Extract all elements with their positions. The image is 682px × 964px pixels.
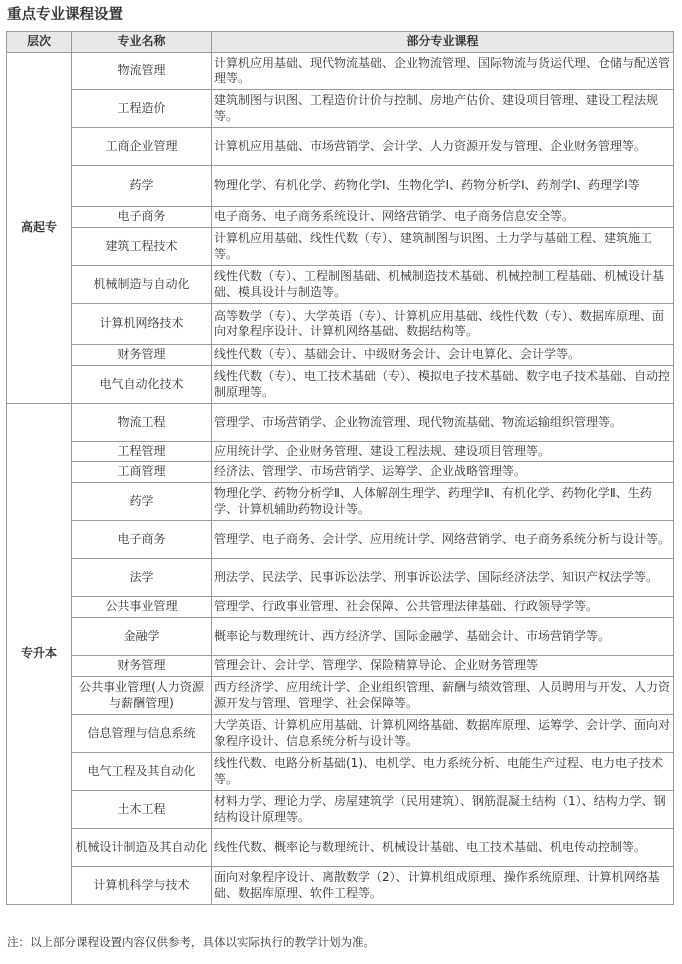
major-name-cell: 机械制造与自动化 bbox=[72, 266, 212, 304]
table-row bbox=[7, 791, 674, 829]
major-name-cell: 物流工程 bbox=[72, 404, 212, 442]
table-row bbox=[7, 207, 674, 228]
table-row bbox=[7, 753, 674, 791]
courses-cell: 物理化学、药物分析学Ⅱ、人体解剖生理学、药理学Ⅱ、有机化学、药物化学Ⅱ、生药学、计算机辅助药物设计等。 bbox=[212, 483, 674, 521]
footnote: 注：以上部分课程设置内容仅供参考，具体以实际执行的教学计划为准。 bbox=[7, 935, 375, 949]
table-row bbox=[7, 867, 674, 905]
table-header-row bbox=[7, 32, 674, 53]
major-name-cell: 电气自动化技术 bbox=[72, 366, 212, 404]
courses-cell: 线性代数（专）、电工技术基础（专）、模拟电子技术基础、数字电子技术基础、自动控制原理等。 bbox=[212, 366, 674, 404]
table-row bbox=[7, 90, 674, 128]
table-row bbox=[7, 715, 674, 753]
table-row bbox=[7, 618, 674, 656]
major-name-cell: 土木工程 bbox=[72, 791, 212, 829]
courses-cell: 大学英语、计算机应用基础、计算机网络基础、数据库原理、运筹学、会计学、面向对象程序设计、信息系统分析与设计等。 bbox=[212, 715, 674, 753]
table-row bbox=[7, 266, 674, 304]
major-name-cell: 工程管理 bbox=[72, 442, 212, 462]
header-courses: 部分专业课程 bbox=[212, 32, 674, 53]
courses-cell: 经济法、管理学、市场营销学、运筹学、企业战略管理等。 bbox=[212, 462, 674, 483]
table-row bbox=[7, 442, 674, 462]
major-name-cell: 工程造价 bbox=[72, 90, 212, 128]
courses-cell: 管理学、电子商务、会计学、应用统计学、网络营销学、电子商务系统分析与设计等。 bbox=[212, 521, 674, 559]
courses-cell: 建筑制图与识图、工程造价计价与控制、房地产估价、建设项目管理、建设工程法规等。 bbox=[212, 90, 674, 128]
level-cell: 专升本 bbox=[7, 404, 72, 905]
courses-cell: 线性代数、概率论与数理统计、机械设计基础、电工技术基础、机电传动控制等。 bbox=[212, 829, 674, 867]
page-title: 重点专业课程设置 bbox=[7, 7, 123, 23]
table-row bbox=[7, 462, 674, 483]
major-name-cell: 物流管理 bbox=[72, 53, 212, 90]
courses-cell: 计算机应用基础、市场营销学、会计学、人力资源开发与管理、企业财务管理等。 bbox=[212, 128, 674, 166]
major-name-cell: 金融学 bbox=[72, 618, 212, 656]
courses-cell: 线性代数（专）、基础会计、中级财务会计、会计电算化、会计学等。 bbox=[212, 345, 674, 366]
courses-cell: 应用统计学、企业财务管理、建设工程法规、建设项目管理等。 bbox=[212, 442, 674, 462]
major-name-cell: 工商企业管理 bbox=[72, 128, 212, 166]
courses-cell: 电子商务、电子商务系统设计、网络营销学、电子商务信息安全等。 bbox=[212, 207, 674, 228]
table-row bbox=[7, 53, 674, 90]
table-row bbox=[7, 677, 674, 715]
courses-cell: 管理会计、会计学、管理学、保险精算导论、企业财务管理等 bbox=[212, 656, 674, 677]
major-name-cell: 计算机网络技术 bbox=[72, 304, 212, 345]
courses-cell: 高等数学（专）、大学英语（专）、计算机应用基础、线性代数（专）、数据库原理、面向对象程序设计、计算机网络基础、数据结构等。 bbox=[212, 304, 674, 345]
table-row bbox=[7, 345, 674, 366]
table-row bbox=[7, 597, 674, 618]
courses-cell: 面向对象程序设计、离散数学（2）、计算机组成原理、操作系统原理、计算机网络基础、数据库原理、软件工程等。 bbox=[212, 867, 674, 905]
header-major: 专业名称 bbox=[72, 32, 212, 53]
major-name-cell: 药学 bbox=[72, 166, 212, 207]
courses-cell: 计算机应用基础、线性代数（专）、建筑制图与识图、土力学与基础工程、建筑施工等。 bbox=[212, 228, 674, 266]
courses-cell: 物理化学、有机化学、药物化学Ⅰ、生物化学Ⅰ、药物分析学Ⅰ、药剂学Ⅰ、药理学Ⅰ等 bbox=[212, 166, 674, 207]
major-name-cell: 机械设计制造及其自动化 bbox=[72, 829, 212, 867]
courses-cell: 线性代数、电路分析基础(1)、电机学、电力系统分析、电能生产过程、电力电子技术等。 bbox=[212, 753, 674, 791]
major-name-cell: 信息管理与信息系统 bbox=[72, 715, 212, 753]
courses-cell: 概率论与数理统计、西方经济学、国际金融学、基础会计、市场营销学等。 bbox=[212, 618, 674, 656]
table-row bbox=[7, 829, 674, 867]
major-name-cell: 法学 bbox=[72, 559, 212, 597]
major-name-cell: 电子商务 bbox=[72, 521, 212, 559]
table-row bbox=[7, 166, 674, 207]
courses-cell: 西方经济学、应用统计学、企业组织管理、薪酬与绩效管理、人员聘用与开发、人力资源开发与管理、管理学、社会保障等。 bbox=[212, 677, 674, 715]
major-name-cell: 工商管理 bbox=[72, 462, 212, 483]
table-row bbox=[7, 366, 674, 404]
major-name-cell: 计算机科学与技术 bbox=[72, 867, 212, 905]
table-row bbox=[7, 228, 674, 266]
table-row bbox=[7, 404, 674, 442]
table-row bbox=[7, 559, 674, 597]
major-name-cell: 财务管理 bbox=[72, 656, 212, 677]
courses-cell: 管理学、行政事业管理、社会保障、公共管理法律基础、行政领导学等。 bbox=[212, 597, 674, 618]
header-level: 层次 bbox=[7, 32, 72, 53]
major-name-cell: 建筑工程技术 bbox=[72, 228, 212, 266]
level-cell: 高起专 bbox=[7, 53, 72, 404]
courses-cell: 管理学、市场营销学、企业物流管理、现代物流基础、物流运输组织管理等。 bbox=[212, 404, 674, 442]
major-name-cell: 药学 bbox=[72, 483, 212, 521]
courses-cell: 刑法学、民法学、民事诉讼法学、刑事诉讼法学、国际经济法学、知识产权法学等。 bbox=[212, 559, 674, 597]
courses-cell: 线性代数（专）、工程制图基础、机械制造技术基础、机械控制工程基础、机械设计基础、模具设计与制造等。 bbox=[212, 266, 674, 304]
courses-cell: 材料力学、理论力学、房屋建筑学（民用建筑）、钢筋混凝土结构（1）、结构力学、钢结构设计原理等。 bbox=[212, 791, 674, 829]
major-name-cell: 电气工程及其自动化 bbox=[72, 753, 212, 791]
table-row bbox=[7, 483, 674, 521]
table-row bbox=[7, 521, 674, 559]
table-row bbox=[7, 128, 674, 166]
major-name-cell: 公共事业管理 bbox=[72, 597, 212, 618]
major-name-cell: 公共事业管理(人力资源与薪酬管理) bbox=[72, 677, 212, 715]
course-table bbox=[6, 31, 674, 905]
major-name-cell: 电子商务 bbox=[72, 207, 212, 228]
table-row bbox=[7, 304, 674, 345]
major-name-cell: 财务管理 bbox=[72, 345, 212, 366]
table-row bbox=[7, 656, 674, 677]
courses-cell: 计算机应用基础、现代物流基础、企业物流管理、国际物流与货运代理、仓储与配送管理等。 bbox=[212, 53, 674, 90]
